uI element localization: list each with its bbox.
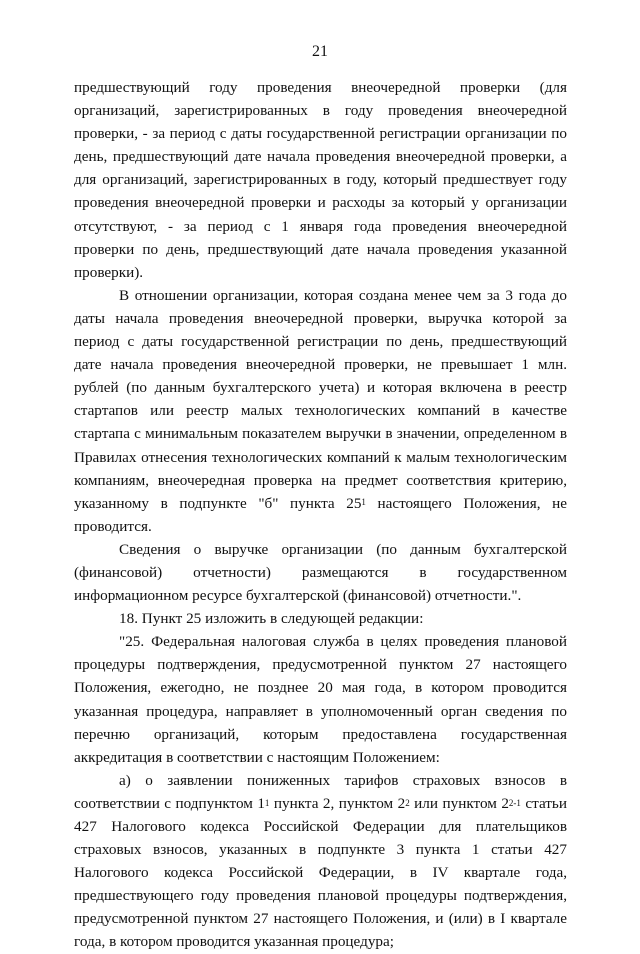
paragraph-subitem-a: а) о заявлении пониженных тарифов страховых взносов в соответствии с подпунктом $1^1$ пункта 2, пунктом $2^2$ или пунктом 2$^{2-1}$ статьи 427 Налогового кодекса Российской Федерации для плательщиков страховых взносов, указанных в подпункте 3 пункта 1 статьи 427 Налогового кодекса Российской Федерации, в IV квартале года, предшествующего году проведения плановой процедуры подтверждения, предусмотренной пунктом 27 настоящего Положения, и (или) в I квартале года, в котором проводится указанная процедура;: [74, 771, 567, 951]
superscript: 1: [361, 497, 366, 508]
paragraph-startup-exemption: В отношении организации, которая создана менее чем за 3 года до даты начала проведения внеочередной проверки, выручка которой за период с даты государственной регистрации по день, предшествующий дате начала проведения внеочередной проверки, не превышает 1 млн. рублей (по данным бухгалтерского учета) и которая включена в реестр стартапов или реестр малых технологических компаний в качестве стартапа с минимальным показателем выручки в значении, определенном в Правилах отнесения технологических компаний к малым технологическим компаниям, внеочередная проверка на предмет соответствия критерию, указанному в подпункте "б" пункта $25^1$ настоящего Положения, не проводится.: [74, 286, 567, 535]
document-body: [74, 76, 567, 954]
paragraph-continuation: предшествующий году проведения внеочередной проверки (для организаций, зарегистрированных в году проведения внеочередной проверки, - за период с даты государственной регистрации организации по день, предшествующий дате начала проведения внеочередной проверки, а для организаций, зарегистрированных в году, который предшествует году проведения внеочередной проверки и расходы за который у организации отсутствуют, - за период с 1 января года проведения внеочередной проверки по день, предшествующий дате начала проведения указанной проверки).: [74, 79, 567, 281]
superscript: 2-1: [508, 797, 521, 808]
superscript: 2: [405, 797, 410, 808]
paragraph-item-18: 18. Пункт 25 изложить в следующей редакции:: [119, 610, 424, 628]
paragraph-point-25: "25. Федеральная налоговая служба в целях проведения плановой процедуры подтверждения, предусмотренной пунктом 27 настоящего Положения, ежегодно, не позднее 20 мая года, в котором проводится указанная процедура, направляет в уполномоченный орган сведения по перечню организаций, которым предоставлена государственная аккредитация в соответствии с настоящим Положением:: [74, 633, 567, 766]
superscript: 1: [264, 797, 270, 808]
page-number: 21: [312, 43, 328, 60]
paragraph-revenue-info: Сведения о выручке организации (по данным бухгалтерской (финансовой) отчетности) размещаются в государственном информационном ресурсе бухгалтерской (финансовой) отчетности.".: [74, 540, 567, 605]
